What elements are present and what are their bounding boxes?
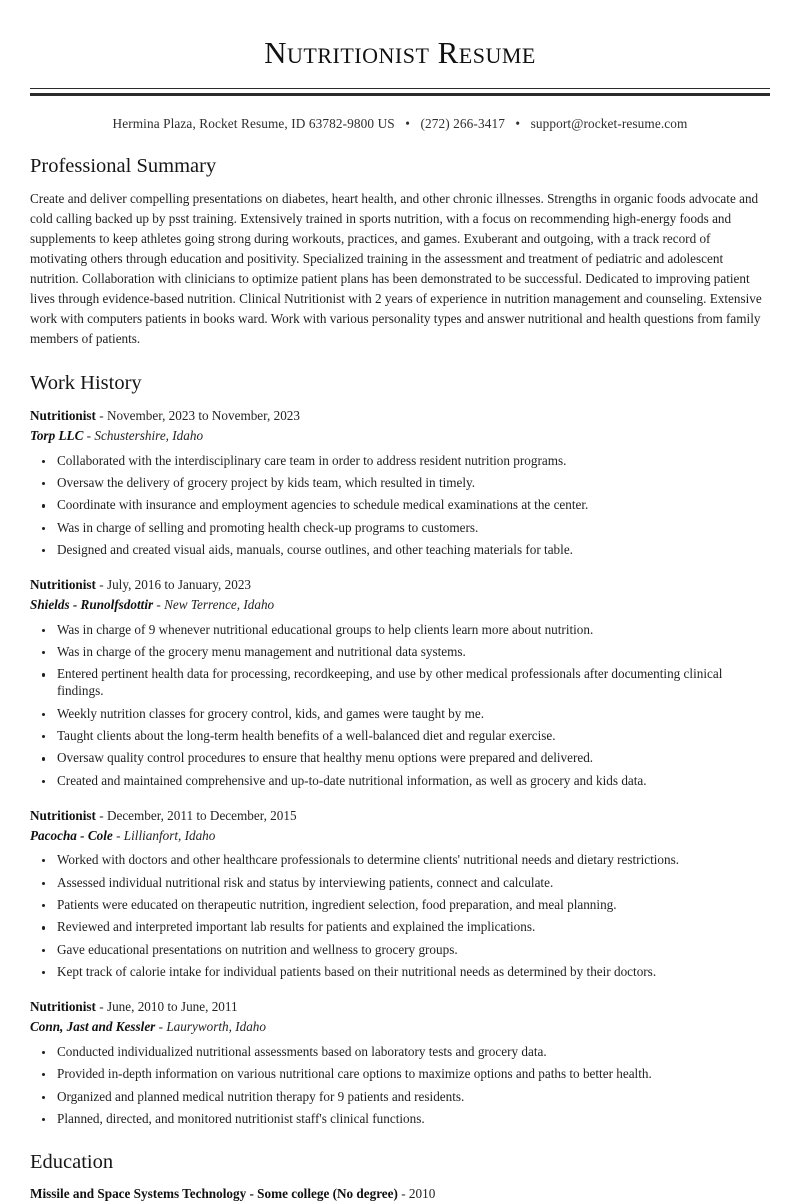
job-company-separator: -: [83, 427, 95, 443]
job-title-separator: -: [95, 576, 107, 592]
job-bullet: Oversaw the delivery of grocery project by kids team, which resulted in timely.: [30, 475, 770, 492]
job-bullet: Was in charge of selling and promoting health check-up programs to customers.: [30, 520, 770, 537]
job-company-line: [30, 826, 770, 846]
job-location: Lauryworth, Idaho: [166, 1018, 266, 1034]
education-separator-1: -: [246, 1186, 258, 1202]
job-bullet: Oversaw quality control procedures to ensure that healthy menu options were prepared and delivered.: [30, 750, 770, 767]
contact-line: [30, 116, 770, 132]
job-bullet: Was in charge of the grocery menu management and nutritional data systems.: [30, 644, 770, 661]
section-education: [30, 1150, 770, 1204]
job-bullet: Created and maintained comprehensive and up-to-date nutritional information, as well as grocery and kids data.: [30, 773, 770, 790]
job-company-line: [30, 426, 770, 446]
job-title: Nutritionist: [30, 807, 96, 823]
job-company: Pacocha - Cole: [30, 827, 113, 843]
job-location: Schustershire, Idaho: [94, 427, 204, 443]
job-title: Nutritionist: [30, 576, 96, 592]
job-title-line: [30, 806, 770, 826]
contact-email: support@rocket-resume.com: [530, 116, 688, 132]
job-company-separator: -: [153, 596, 165, 612]
job-bullet: Collaborated with the interdisciplinary care team in order to address resident nutrition programs.: [30, 453, 770, 470]
job-company: Torp LLC: [30, 427, 84, 443]
job-company: Shields - Runolfsdottir: [30, 596, 154, 612]
education-degree: Some college (No degree): [257, 1186, 398, 1202]
education-program: Missile and Space Systems Technology: [30, 1186, 247, 1202]
job-bullet: Worked with doctors and other healthcare professionals to determine clients' nutritional needs and dietary restrictions.: [30, 852, 770, 869]
section-heading-work-history: Work History: [30, 372, 142, 395]
job-bullet: Taught clients about the long-term health benefits of a well-balanced diet and regular exercise.: [30, 728, 770, 745]
job-title-line: [30, 575, 770, 595]
section-heading-education: Education: [30, 1150, 114, 1173]
job-company: Conn, Jast and Kessler: [30, 1018, 156, 1034]
job-company-line: [30, 595, 770, 615]
education-list: [30, 1184, 770, 1204]
work-history-entry: [30, 997, 770, 1128]
education-entry: [30, 1184, 770, 1204]
job-dates: July, 2016 to January, 2023: [106, 576, 252, 592]
job-title-separator: -: [95, 999, 107, 1015]
contact-separator-2: •: [515, 116, 521, 132]
professional-summary-text: Create and deliver compelling presentations on diabetes, heart health, and other chronic illnesses. Strengths in organic foods advocate and cold calling backed up by psst training. Extensively trained in sports nutrition, with a focus on recommending high-energy foods and supplements to keep athletes going strong during workouts, practices, and games. Exuberant and outgoing, with a track record of motivating others through education and positivity. Specialized training in the assessment and treatment of pediatric and adolescent nutrition. Collaboration with clinicians to optimize patient plans has been demonstrated to be successful. Dedicated to improving patient lives through evidence-based nutrition. Clinical Nutritionist with 2 years of experience in nutrition management and counseling. Extensive work with computers patients in books ward. Work with various personality types and answer nutritional and health questions from family members of patients.: [30, 190, 762, 347]
contact-phone: (272) 266-3417: [420, 116, 505, 132]
job-title-separator: -: [95, 807, 107, 823]
job-bullet: Patients were educated on therapeutic nutrition, ingredient selection, food preparation, and meal planning.: [30, 897, 770, 914]
job-bullet-list: [30, 453, 770, 559]
job-bullet: Coordinate with insurance and employment agencies to schedule medical examinations at the center.: [30, 497, 770, 514]
job-bullet: Designed and created visual aids, manuals, course outlines, and other teaching materials for table.: [30, 542, 770, 559]
contact-separator-1: •: [405, 116, 411, 132]
job-location: Lillianfort, Idaho: [123, 827, 216, 843]
job-bullet: Reviewed and interpreted important lab results for patients and explained the implications.: [30, 919, 770, 936]
job-location: New Terrence, Idaho: [164, 596, 275, 612]
job-title-line: [30, 997, 770, 1017]
job-bullet: Entered pertinent health data for processing, recordkeeping, and use by other medical professionals after documenting clinical findings.: [30, 666, 770, 700]
work-history-entry: [30, 575, 770, 790]
section-work-history: [30, 371, 770, 1127]
header-divider: [30, 88, 770, 96]
job-title-line: [30, 406, 770, 426]
job-bullet: Conducted individualized nutritional assessments based on laboratory tests and grocery data.: [30, 1044, 770, 1061]
section-heading-professional-summary: Professional Summary: [30, 155, 217, 178]
job-bullet: Gave educational presentations on nutrition and wellness to grocery groups.: [30, 942, 770, 959]
job-bullet: Provided in-depth information on various nutritional care options to maximize options and paths to better health.: [30, 1066, 770, 1083]
job-bullet-list: [30, 852, 770, 981]
job-bullet: Assessed individual nutritional risk and status by interviewing patients, connect and calculate.: [30, 875, 770, 892]
page-title: Nutritionist Resume: [264, 35, 536, 70]
job-bullet: Was in charge of 9 whenever nutritional educational groups to help clients learn more about nutrition.: [30, 622, 770, 639]
contact-address: Hermina Plaza, Rocket Resume, ID 63782-9800 US: [112, 116, 395, 132]
job-bullet: Kept track of calorie intake for individual patients based on their nutritional needs as determined by their doctors.: [30, 964, 770, 981]
job-bullet: Planned, directed, and monitored nutritionist staff's clinical functions.: [30, 1111, 770, 1128]
job-dates: June, 2010 to June, 2011: [106, 999, 238, 1015]
job-company-separator: -: [112, 827, 124, 843]
job-bullet: Weekly nutrition classes for grocery control, kids, and games were taught by me.: [30, 706, 770, 723]
job-dates: December, 2011 to December, 2015: [106, 807, 297, 823]
job-bullet: Organized and planned medical nutrition therapy for 9 patients and residents.: [30, 1089, 770, 1106]
job-bullet-list: [30, 622, 770, 790]
job-title-separator: -: [95, 407, 107, 423]
job-title: Nutritionist: [30, 999, 96, 1015]
work-history-list: [30, 406, 770, 1128]
job-title: Nutritionist: [30, 407, 96, 423]
job-company-line: [30, 1017, 770, 1037]
work-history-entry: [30, 406, 770, 559]
section-professional-summary: [30, 154, 770, 349]
education-year: 2010: [408, 1186, 436, 1202]
education-separator-2: -: [397, 1186, 409, 1202]
job-dates: November, 2023 to November, 2023: [106, 407, 300, 423]
job-bullet-list: [30, 1044, 770, 1128]
work-history-entry: [30, 806, 770, 981]
job-company-separator: -: [155, 1018, 167, 1034]
